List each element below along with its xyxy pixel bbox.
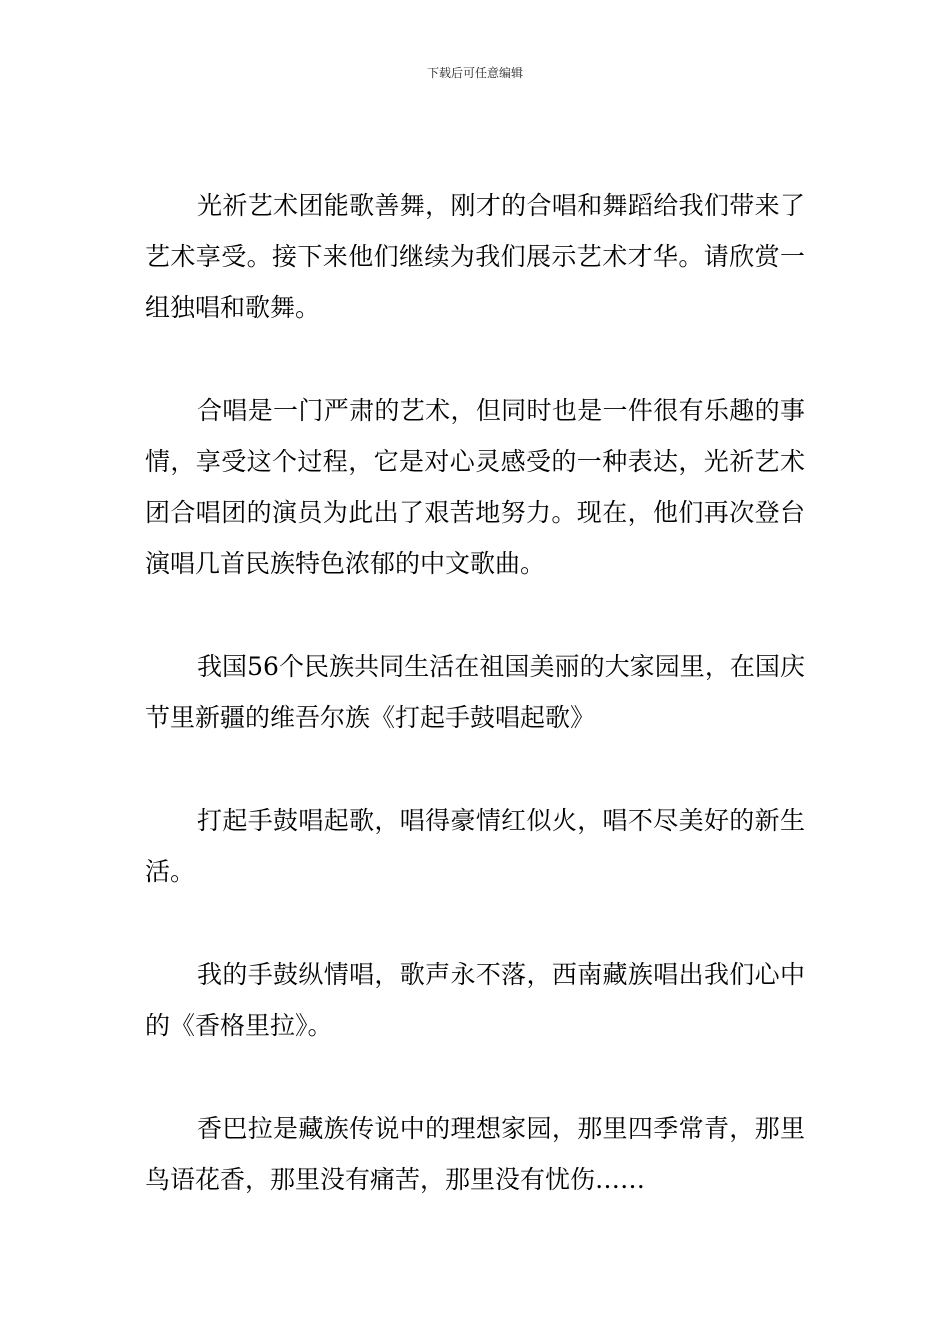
paragraph: 香巴拉是藏族传说中的理想家园，那里四季常青，那里鸟语花香，那里没有痛苦，那里没有忧伤…… (145, 1114, 805, 1194)
document-body (145, 180, 805, 1257)
paragraph: 合唱是一门严肃的艺术，但同时也是一件很有乐趣的事情，享受这个过程，它是对心灵感受的一种表达，光祈艺术团合唱团的演员为此出了艰苦地努力。现在，他们再次登台演唱几首民族特色浓郁的中文歌曲。 (145, 396, 805, 578)
paragraph: 打起手鼓唱起歌，唱得豪情红似火，唱不尽美好的新生活。 (145, 806, 805, 886)
paragraph: 我的手鼓纵情唱，歌声永不落，西南藏族唱出我们心中的《香格里拉》。 (145, 960, 805, 1040)
header-note: 下载后可任意编辑 (426, 66, 523, 80)
paragraph: 我国56个民族共同生活在祖国美丽的大家园里，在国庆节里新疆的维吾尔族《打起手鼓唱起歌》 (145, 652, 805, 732)
paragraph: 光祈艺术团能歌善舞，刚才的合唱和舞蹈给我们带来了艺术享受。接下来他们继续为我们展示艺术才华。请欣赏一组独唱和歌舞。 (145, 191, 805, 322)
